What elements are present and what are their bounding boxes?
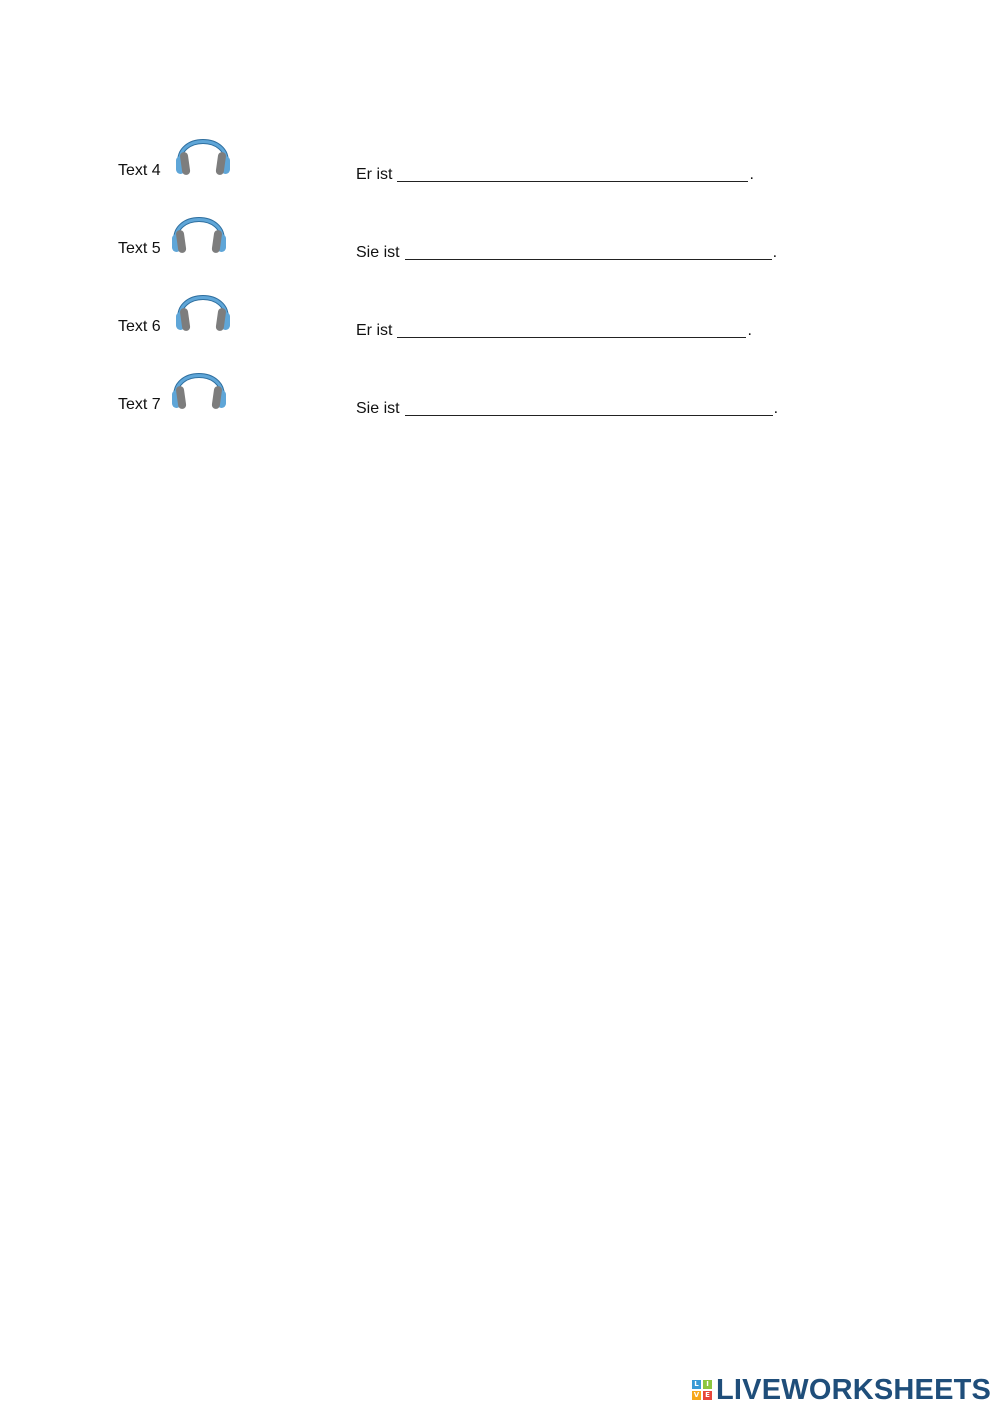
logo-square-v: V <box>693 1391 700 1399</box>
sentence-period: . <box>773 400 779 417</box>
logo-square-e: E <box>703 1391 712 1400</box>
sentence <box>356 239 777 263</box>
logo-squares <box>692 1380 712 1400</box>
exercise-row-text-7 <box>0 354 1000 424</box>
sentence-prefix: Er ist <box>356 322 393 339</box>
sentence-period: . <box>772 244 778 261</box>
sentence-prefix: Sie ist <box>356 244 400 261</box>
exercise-row-text-5 <box>0 198 1000 268</box>
answer-blank[interactable] <box>397 164 748 182</box>
row-label: Text 4 <box>118 162 161 179</box>
headphones-icon[interactable] <box>172 120 234 182</box>
answer-blank[interactable] <box>397 320 746 338</box>
sentence <box>356 317 752 341</box>
row-label: Text 5 <box>118 240 161 257</box>
sentence <box>356 161 754 185</box>
headphones-icon[interactable] <box>168 198 230 260</box>
answer-blank[interactable] <box>405 398 773 416</box>
liveworksheets-logo <box>692 1373 991 1407</box>
sentence-prefix: Er ist <box>356 166 393 183</box>
headphones-icon[interactable] <box>172 276 234 338</box>
logo-square-l: L <box>692 1380 701 1389</box>
sentence-period: . <box>749 166 754 183</box>
sentence-prefix: Sie ist <box>356 400 400 417</box>
logo-square-i: I <box>703 1380 712 1389</box>
row-label: Text 7 <box>118 396 161 413</box>
headphones-icon[interactable] <box>168 354 230 416</box>
row-label: Text 6 <box>118 318 161 335</box>
exercise-row-text-4 <box>0 120 1000 190</box>
logo-wordmark: LIVEWORKSHEETS <box>716 1373 992 1406</box>
sentence <box>356 395 778 419</box>
answer-blank[interactable] <box>405 242 772 260</box>
sentence-period: . <box>747 322 752 339</box>
exercise-row-text-6 <box>0 276 1000 346</box>
